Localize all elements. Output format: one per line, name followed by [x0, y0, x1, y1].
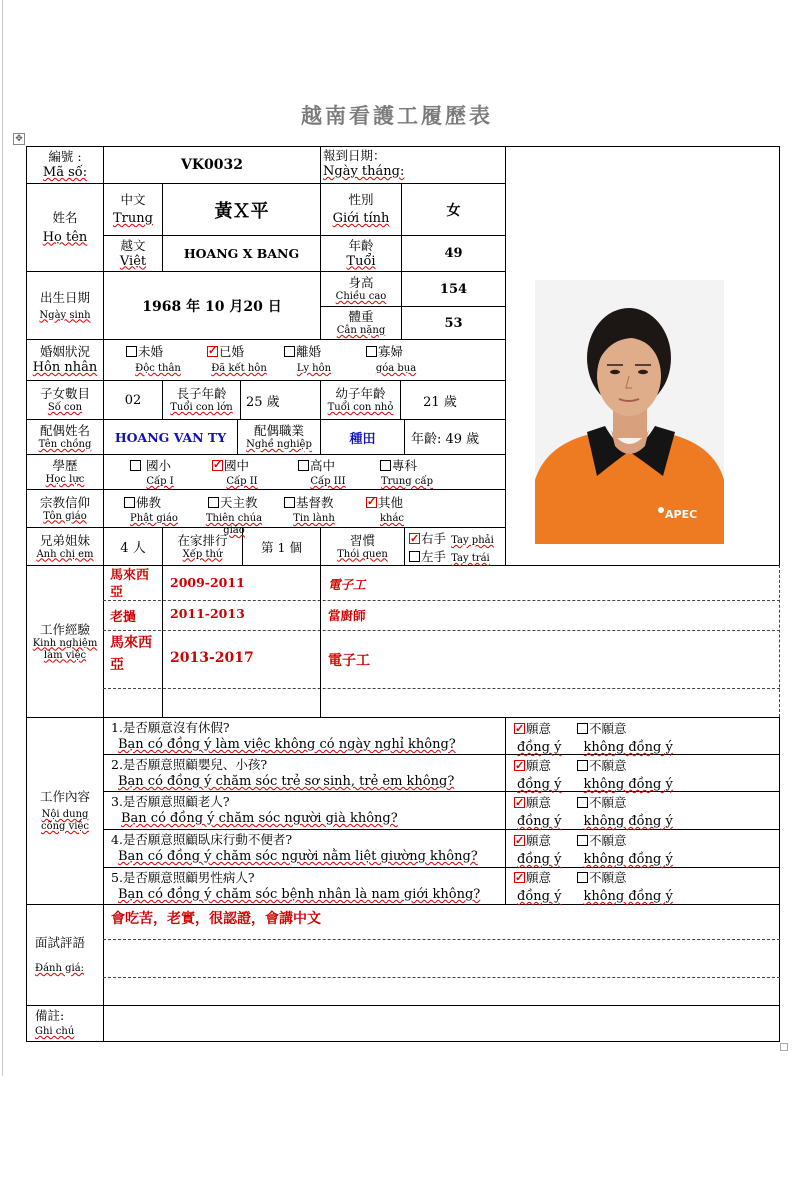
work-row-2-job: 當廚師 — [328, 608, 366, 623]
marital-single-checkbox[interactable] — [126, 346, 137, 357]
note-label-vi: Ghi chú — [35, 1026, 75, 1037]
name-zh-label — [104, 184, 162, 235]
children-label-zh: 子女數目 — [39, 386, 90, 401]
question-2-zh: 2.是否願意照顧嬰兒、小孩? — [111, 757, 268, 772]
hand-left-zh: 左手 — [421, 549, 447, 564]
marital-option-single[interactable] — [126, 344, 190, 375]
birth-value: 1968 年 10 月20 日 — [142, 298, 282, 315]
answer-3-disagree-zh: 不願意 — [589, 795, 627, 810]
siblings-label-zh: 兄弟姐妹 — [39, 532, 90, 548]
siblings-label — [27, 528, 103, 565]
handedness-options — [409, 529, 505, 565]
education-middle-checkbox[interactable] — [212, 460, 223, 471]
work-row-1-job: 電子工 — [328, 577, 366, 592]
question-3-vi: Bạn có đồng ý chăm sóc người già không? — [121, 811, 398, 826]
siblings-value: 4 人 — [120, 541, 146, 556]
answer-1-agree-checkbox[interactable] — [514, 723, 525, 734]
answer-4-agree-zh: 願意 — [526, 833, 552, 848]
answer-2-disagree-checkbox[interactable] — [577, 760, 588, 771]
marital-widowed-zh: 寡婦 — [378, 344, 404, 359]
marital-widowed-checkbox[interactable] — [366, 346, 377, 357]
work-label-vi2: làm việc — [43, 649, 87, 661]
gender-label — [321, 184, 401, 235]
weight-label — [321, 307, 401, 339]
question-4-zh: 4.是否願意照顧臥床行動不便者? — [111, 832, 293, 847]
education-college-vi: Trung cấp — [380, 476, 434, 487]
religion-option-protestant[interactable] — [284, 495, 344, 525]
marital-married-vi: Đã kết hôn — [211, 363, 267, 374]
answer-4-disagree-checkbox[interactable] — [577, 835, 588, 846]
hand-right-vi: Tay phải — [451, 535, 494, 546]
marital-widowed-vi: góa bụa — [375, 363, 417, 374]
report-date-label-vi: Ngày tháng: — [323, 164, 405, 179]
answer-3-disagree-option[interactable] — [577, 795, 627, 810]
spouse-label-vi: Tên chồng — [38, 439, 92, 450]
age-label — [321, 236, 401, 271]
marital-single-vi: Độc thân — [135, 363, 181, 374]
work-row-1-years: 2009-2011 — [170, 575, 245, 590]
answer-3-agree-option[interactable] — [514, 795, 551, 810]
marital-divorced-zh: 離婚 — [296, 344, 322, 359]
religion-catholic-vi: Thiên chúa giáo — [205, 513, 263, 536]
content-label-zh: 工作內容 — [39, 789, 90, 804]
marital-single-zh: 未婚 — [138, 344, 164, 359]
answer-3-agree-vi: đồng ý — [517, 814, 562, 829]
answer-2 — [514, 757, 674, 793]
age-value: 49 — [444, 246, 463, 261]
birth-label-zh: 出生日期 — [39, 289, 90, 305]
siblings-label-vi: Anh chị em — [36, 548, 94, 560]
work-row-1-country: 馬來西亞 — [110, 568, 150, 600]
religion-catholic-zh: 天主教 — [220, 495, 258, 510]
religion-other-checkbox[interactable] — [366, 497, 377, 508]
education-middle-zh: 國中 — [224, 458, 250, 473]
height-value: 154 — [439, 281, 468, 297]
religion-label-vi: Tôn giáo — [43, 510, 87, 522]
hand-left-option[interactable] — [409, 547, 505, 565]
birth-label-vi: Ngày sinh — [39, 309, 91, 321]
education-option-college[interactable] — [372, 458, 442, 488]
eldest-age-label-vi: Tuổi con lớn — [170, 402, 233, 413]
question-2-vi: Bạn có đồng ý chăm sóc trẻ sơ sinh, trẻ em không? — [118, 774, 455, 789]
hand-right-checkbox[interactable] — [409, 533, 420, 544]
content-label-vi2: công việc — [40, 821, 89, 832]
answer-5-disagree-zh: 不願意 — [589, 870, 627, 885]
evaluation-label — [35, 935, 101, 975]
rank-label-zh: 在家排行 — [177, 532, 228, 548]
answer-1-disagree-option[interactable] — [577, 721, 627, 736]
answer-3 — [514, 794, 674, 830]
hand-right-option[interactable] — [409, 529, 505, 547]
rank-value: 第 1 個 — [261, 539, 302, 555]
hand-left-checkbox[interactable] — [409, 551, 420, 562]
spouse-job-value: 種田 — [349, 431, 376, 447]
answer-2-disagree-option[interactable] — [577, 758, 627, 773]
evaluation-value: 會吃苦，老實，很認證，會講中文 — [111, 911, 321, 927]
table-move-handle-icon[interactable]: ✥ — [13, 133, 25, 145]
answer-4-disagree-option[interactable] — [577, 833, 627, 848]
answer-3-agree-zh: 願意 — [526, 795, 552, 810]
content-label — [27, 718, 103, 904]
answer-1-agree-zh: 願意 — [526, 721, 552, 736]
name-zh-label-zh: 中文 — [120, 192, 146, 207]
religion-buddhism-checkbox[interactable] — [124, 497, 135, 508]
spouse-label-zh: 配偶姓名 — [39, 423, 90, 438]
answer-2-agree-option[interactable] — [514, 758, 551, 773]
applicant-photo — [535, 280, 724, 544]
answer-2-disagree-vi: không đồng ý — [583, 777, 673, 792]
education-label-vi: Học lực — [45, 474, 85, 485]
name-label-vi: Họ tên — [42, 229, 88, 245]
question-1-vi: Bạn có đồng ý làm việc không có ngày nghỉ không? — [118, 737, 456, 752]
work-row-3-job: 電子工 — [328, 653, 370, 669]
answer-1-agree-option[interactable] — [514, 721, 551, 736]
habit-label-zh: 習慣 — [349, 532, 375, 548]
youngest-age-label — [321, 381, 400, 419]
religion-label — [27, 490, 103, 527]
age-label-zh: 年齡 — [348, 237, 374, 253]
table-resize-handle[interactable] — [780, 1043, 788, 1051]
rank-label — [163, 528, 242, 565]
note-label — [35, 1008, 101, 1038]
question-2 — [111, 756, 454, 790]
height-label-zh: 身高 — [348, 275, 374, 290]
spouse-name-value: HOANG VAN TY — [114, 429, 227, 445]
religion-protestant-vi: Tin lành — [293, 513, 335, 524]
answer-5-disagree-option[interactable] — [577, 870, 627, 885]
education-primary-checkbox[interactable] — [130, 460, 141, 471]
weight-label-zh: 體重 — [348, 309, 374, 324]
religion-protestant-checkbox[interactable] — [284, 497, 295, 508]
spouse-job-label-zh: 配偶職業 — [253, 423, 304, 438]
answer-4-disagree-vi: không đồng ý — [583, 852, 673, 867]
page-title: 越南看護工履歷表 — [301, 103, 493, 128]
answer-2-disagree-zh: 不願意 — [589, 758, 627, 773]
marital-married-checkbox[interactable] — [207, 346, 218, 357]
name-zh-label-vi: Trung — [113, 211, 153, 226]
work-row-2-country: 老撾 — [110, 610, 137, 625]
weight-value: 53 — [444, 315, 463, 331]
content-label-vi1: Nội dung — [41, 809, 89, 820]
marital-married-zh: 已婚 — [219, 344, 245, 359]
answer-4-agree-vi: đồng ý — [517, 852, 562, 867]
marital-label — [27, 340, 103, 380]
birth-label — [27, 272, 103, 339]
marital-divorced-vi: Ly hôn — [296, 363, 332, 374]
name-vn-value: HOANG X BANG — [183, 246, 300, 261]
religion-buddhism-zh: 佛教 — [136, 495, 162, 510]
answer-5-disagree-checkbox[interactable] — [577, 872, 588, 883]
youngest-age-value: 21 歲 — [423, 394, 457, 410]
name-vn-label — [104, 236, 162, 271]
work-row-3-country: 馬來西亞 — [110, 635, 152, 673]
answer-5-agree-option[interactable] — [514, 870, 551, 885]
question-1-zh: 1.是否願意沒有休假? — [111, 720, 230, 735]
age-label-vi: Tuổi — [346, 253, 376, 269]
height-label-vi: Chiều cao — [335, 291, 387, 302]
work-label-zh: 工作經驗 — [39, 621, 90, 637]
education-high-zh: 高中 — [310, 458, 336, 473]
answer-1 — [514, 720, 674, 756]
spouse-job-label — [238, 420, 320, 454]
evaluation-label-vi: Đánh giá: — [35, 963, 85, 974]
education-college-checkbox[interactable] — [380, 460, 391, 471]
work-row-2-years: 2011-2013 — [170, 606, 245, 621]
education-middle-vi: Cấp II — [226, 476, 258, 487]
marital-option-widowed[interactable] — [366, 344, 426, 375]
marital-option-divorced[interactable] — [284, 344, 344, 375]
report-date-label — [323, 148, 503, 180]
children-label-vi: Số con — [47, 402, 83, 413]
religion-option-other[interactable] — [366, 495, 418, 525]
code-label-zh: 編號 : — [48, 149, 82, 164]
answer-4-disagree-zh: 不願意 — [589, 833, 627, 848]
apec-logo-text: APEC — [665, 508, 698, 521]
habit-label-vi: Thói quen — [337, 548, 388, 560]
answer-1-disagree-checkbox[interactable] — [577, 723, 588, 734]
education-high-checkbox[interactable] — [298, 460, 309, 471]
question-3-zh: 3.是否願意照顧老人? — [111, 794, 230, 809]
answer-2-agree-checkbox[interactable] — [514, 760, 525, 771]
question-3 — [111, 793, 398, 827]
education-option-middle[interactable] — [212, 458, 272, 488]
youngest-age-label-vi: Tuổi con nhỏ — [327, 402, 394, 413]
question-5-vi: Bạn có đồng ý chăm sóc bệnh nhân là nam giới không? — [118, 887, 481, 902]
answer-5-disagree-vi: không đồng ý — [583, 889, 673, 904]
answer-1-agree-vi: đồng ý — [517, 740, 562, 755]
eldest-age-label-zh: 長子年齡 — [176, 386, 227, 401]
education-label-zh: 學歷 — [52, 458, 78, 473]
work-label — [27, 566, 103, 717]
religion-catholic-checkbox[interactable] — [208, 497, 219, 508]
children-label — [27, 381, 103, 419]
answer-1-disagree-vi: không đồng ý — [583, 740, 673, 755]
spouse-age: 年齡: 49 歲 — [411, 431, 480, 447]
habit-label — [321, 528, 404, 565]
marital-divorced-checkbox[interactable] — [284, 346, 295, 357]
education-high-vi: Cấp III — [310, 476, 346, 487]
children-value: 02 — [124, 392, 142, 408]
name-vn-label-zh: 越文 — [120, 237, 146, 253]
education-option-high[interactable] — [298, 458, 358, 488]
name-vn-label-vi: Việt — [119, 253, 147, 269]
religion-option-buddhism[interactable] — [124, 495, 184, 525]
code-label — [27, 147, 103, 183]
name-zh-value: 黃Ｘ平 — [214, 200, 269, 222]
answer-5-agree-vi: đồng ý — [517, 889, 562, 904]
answer-5-agree-checkbox[interactable] — [514, 872, 525, 883]
answer-1-disagree-zh: 不願意 — [589, 721, 627, 736]
page-margin-line — [2, 0, 3, 1076]
answer-3-disagree-vi: không đồng ý — [583, 814, 673, 829]
question-5 — [111, 869, 480, 903]
gender-label-zh: 性別 — [348, 192, 374, 207]
spouse-label — [27, 420, 103, 454]
marital-label-zh: 婚姻狀況 — [39, 344, 90, 359]
spouse-job-label-vi: Nghề nghiệp — [246, 439, 312, 450]
work-label-vi1: Kinh nghiệm — [32, 637, 98, 649]
code-label-vi: Mã số: — [42, 165, 88, 180]
evaluation-label-zh: 面試評語 — [35, 935, 86, 950]
answer-2-agree-zh: 願意 — [526, 758, 552, 773]
eldest-age-value: 25 歲 — [246, 394, 280, 410]
education-primary-zh: 國小 — [145, 458, 171, 473]
eldest-age-label — [163, 381, 240, 419]
answer-3-agree-checkbox[interactable] — [514, 797, 525, 808]
answer-3-disagree-checkbox[interactable] — [577, 797, 588, 808]
education-option-primary[interactable] — [130, 458, 190, 488]
question-5-zh: 5.是否願意照顧男性病人? — [111, 870, 255, 885]
answer-4-agree-option[interactable] — [514, 833, 551, 848]
report-date-label-zh: 報到日期： — [323, 148, 386, 163]
answer-5-agree-zh: 願意 — [526, 870, 552, 885]
hand-left-vi: Tay trái — [451, 553, 490, 564]
code-value: VK0032 — [181, 157, 243, 173]
religion-label-zh: 宗教信仰 — [39, 494, 90, 510]
question-1 — [111, 719, 456, 753]
education-primary-vi: Cấp I — [146, 476, 174, 487]
name-label — [27, 184, 103, 271]
youngest-age-label-zh: 幼子年齡 — [335, 386, 386, 401]
applicant-photo-image — [535, 280, 724, 544]
education-college-zh: 專科 — [392, 458, 418, 473]
question-4 — [111, 831, 478, 865]
religion-protestant-zh: 基督教 — [296, 495, 334, 510]
question-4-vi: Bạn có đồng ý chăm sóc người nằm liệt giường không? — [118, 849, 478, 864]
marital-label-vi: Hôn nhân — [32, 360, 98, 375]
religion-other-vi: khác — [379, 513, 405, 524]
gender-label-vi: Giới tính — [332, 211, 390, 226]
height-label — [321, 272, 401, 306]
education-label — [27, 455, 103, 489]
hand-right-zh: 右手 — [421, 531, 447, 546]
gender-value: 女 — [446, 202, 461, 219]
answer-4-agree-checkbox[interactable] — [514, 835, 525, 846]
weight-label-vi: Cân nặng — [336, 325, 386, 336]
religion-other-zh: 其他 — [378, 495, 404, 510]
answer-4 — [514, 832, 674, 868]
answer-5 — [514, 869, 674, 905]
marital-option-married[interactable] — [207, 344, 271, 375]
rank-label-vi: Xếp thứ — [182, 548, 223, 560]
answer-2-agree-vi: đồng ý — [517, 777, 562, 792]
note-label-zh: 備註: — [35, 1008, 65, 1023]
name-label-zh: 姓名 — [52, 209, 78, 225]
religion-buddhism-vi: Phật giáo — [130, 513, 178, 524]
work-row-3-years: 2013-2017 — [170, 650, 254, 666]
